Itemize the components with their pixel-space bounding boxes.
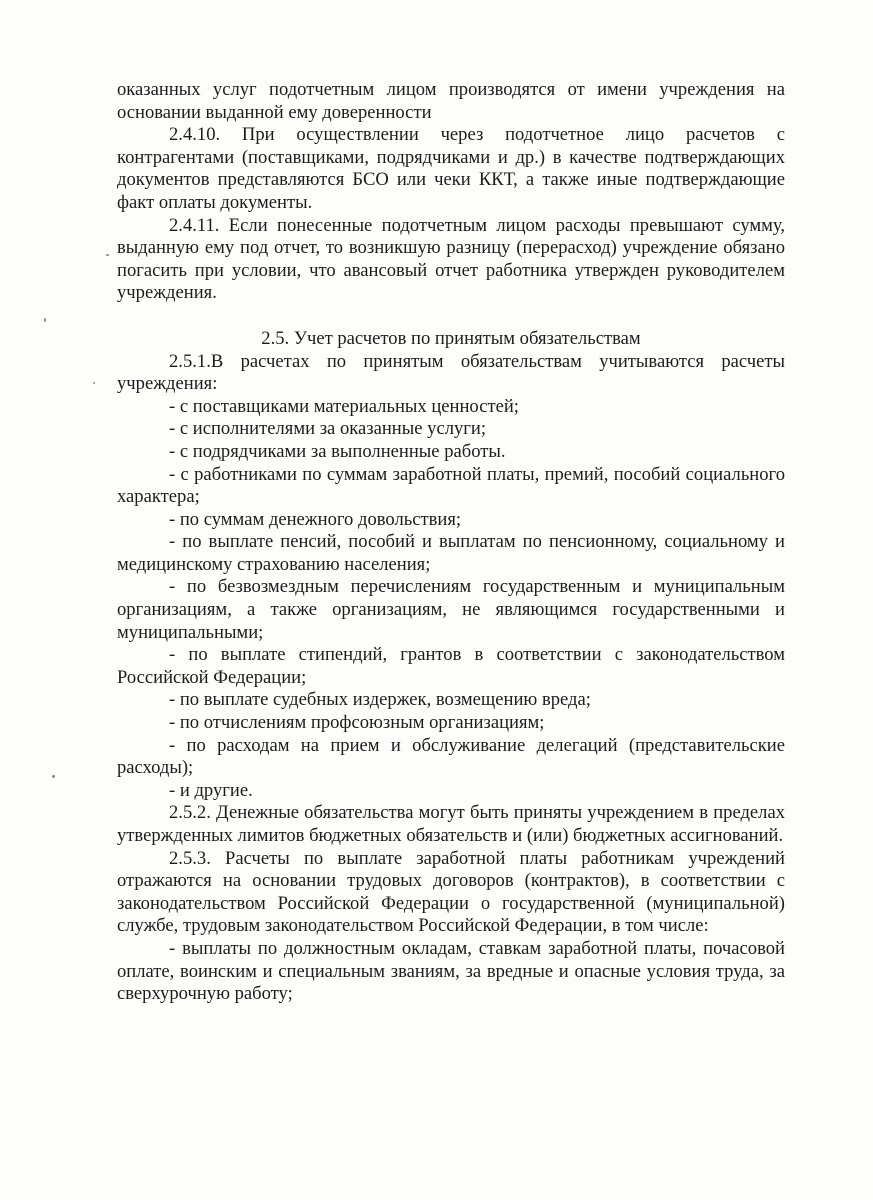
list-item: - по выплате судебных издержек, возмещению вреда; bbox=[169, 689, 591, 711]
list-item: - с подрядчиками за выполненные работы. bbox=[169, 440, 506, 462]
paragraph-2-5-2: 2.5.2. Денежные обязательства могут быть приняты учреждением в пределах утвержденных лимитов бюджетных обязательств и (или) бюджетных ассигнований. bbox=[117, 802, 785, 846]
scan-speck bbox=[106, 254, 109, 256]
scan-speck bbox=[44, 318, 46, 322]
list-item: - с работниками по суммам заработной платы, премий, пособий социального характера; bbox=[117, 463, 785, 508]
list-item: - по безвозмездным перечислениям государственным и муниципальным организациям, а также организациям, не являющимся государственными и муниципальными; bbox=[117, 576, 785, 643]
list-item: - по расходам на прием и обслуживание делегаций (представительские расходы); bbox=[117, 734, 785, 779]
list-item: - по выплате пенсий, пособий и выплатам по пенсионному, социальному и медицинскому страхованию населения; bbox=[117, 531, 785, 575]
section-heading: 2.5. Учет расчетов по принятым обязательствам bbox=[261, 327, 641, 349]
list-item: - с поставщиками материальных ценностей; bbox=[169, 395, 519, 417]
paragraph-2-4-11: 2.4.11. Если понесенные подотчетным лицом расходы превышают сумму, выданную ему под отчет, то возникшую разницу (перерасход) учреждение обязано погасить при условии, что авансовый отчет работника утвержден руководителем учреждения. bbox=[117, 214, 785, 304]
list-item: - и другие. bbox=[169, 779, 253, 801]
paragraph-2-5-1: 2.5.1.В расчетах по принятым обязательствам учитываются расчеты учреждения: bbox=[117, 350, 785, 395]
paragraph-2-5-3: 2.5.3. Расчеты по выплате заработной платы работникам учреждений отражаются на основании трудовых договоров (контрактов), в соответствии с законодательством Российской Федерации о государственной (муниципальной) службе, трудовым законодательством Российской Федерации, в том числе: bbox=[117, 847, 785, 937]
document-body bbox=[117, 79, 785, 1006]
scan-speck bbox=[52, 775, 55, 778]
list-item: - по суммам денежного довольствия; bbox=[169, 508, 462, 530]
list-item: - по отчислениям профсоюзным организациям; bbox=[169, 712, 545, 734]
list-item: - с исполнителями за оказанные услуги; bbox=[169, 418, 487, 440]
list-item: - по выплате стипендий, грантов в соответствии с законодательством Российской Федерации; bbox=[117, 644, 785, 688]
paragraph-continuation: оказанных услуг подотчетным лицом производятся от имени учреждения на основании выданной ему доверенности bbox=[117, 79, 785, 123]
scan-speck bbox=[93, 382, 95, 384]
list-item: - выплаты по должностным окладам, ставкам заработной платы, почасовой оплате, воинским и специальным званиям, за вредные и опасные условия труда, за сверхурочную работу; bbox=[117, 937, 785, 1005]
paragraph-2-4-10: 2.4.10. При осуществлении через подотчетное лицо расчетов с контрагентами (поставщиками, подрядчиками и др.) в качестве подтверждающих документов представляются БСО или чеки ККТ, а также иные подтверждающие факт оплаты документы. bbox=[117, 124, 785, 213]
